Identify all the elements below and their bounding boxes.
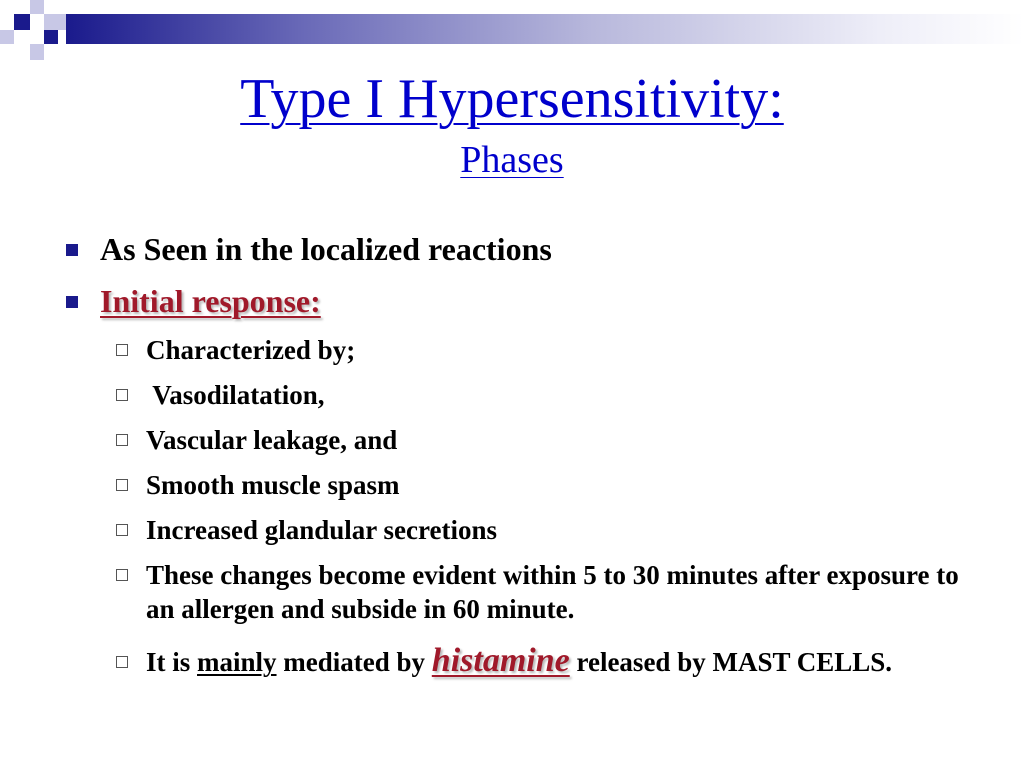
hollow-square-bullet-icon: [116, 434, 128, 446]
hollow-square-bullet-icon: [116, 524, 128, 536]
hollow-square-bullet-icon: [116, 656, 128, 668]
square-bullet-icon: [66, 244, 78, 256]
sub-bullet-text: These changes become evident within 5 to 30 minutes after exposure to an allergen and subside in 60 minute.: [146, 560, 959, 624]
sub-bullet-text: Increased glandular secretions: [146, 515, 498, 545]
hollow-square-bullet-icon: [116, 479, 128, 491]
sub-bullet-text: Vasodilatation,: [146, 380, 325, 410]
hollow-square-bullet-icon: [116, 389, 128, 401]
slide-title: Type I Hypersensitivity:: [240, 68, 784, 130]
emphasis-histamine: histamine: [431, 642, 570, 679]
hollow-square-bullet-icon: [116, 344, 128, 356]
text-fragment: mediated by: [276, 647, 432, 677]
sub-bullet-text: Smooth muscle spasm: [146, 470, 400, 500]
square-bullet-icon: [66, 296, 78, 308]
text-fragment: It is: [146, 647, 198, 677]
slide-subtitle: Phases: [460, 139, 564, 181]
sub-bullet-text: Characterized by;: [146, 335, 356, 365]
sub-bullet-text-histamine: [146, 644, 976, 679]
sub-bullet-text: Vascular leakage, and: [146, 425, 398, 455]
text-fragment: released by MAST CELLS.: [569, 647, 893, 677]
bullet-text: As Seen in the localized reactions: [100, 231, 552, 267]
bullet-text-initial-response: Initial response:: [100, 283, 321, 319]
emphasis-mainly: mainly: [197, 647, 277, 677]
hollow-square-bullet-icon: [116, 569, 128, 581]
